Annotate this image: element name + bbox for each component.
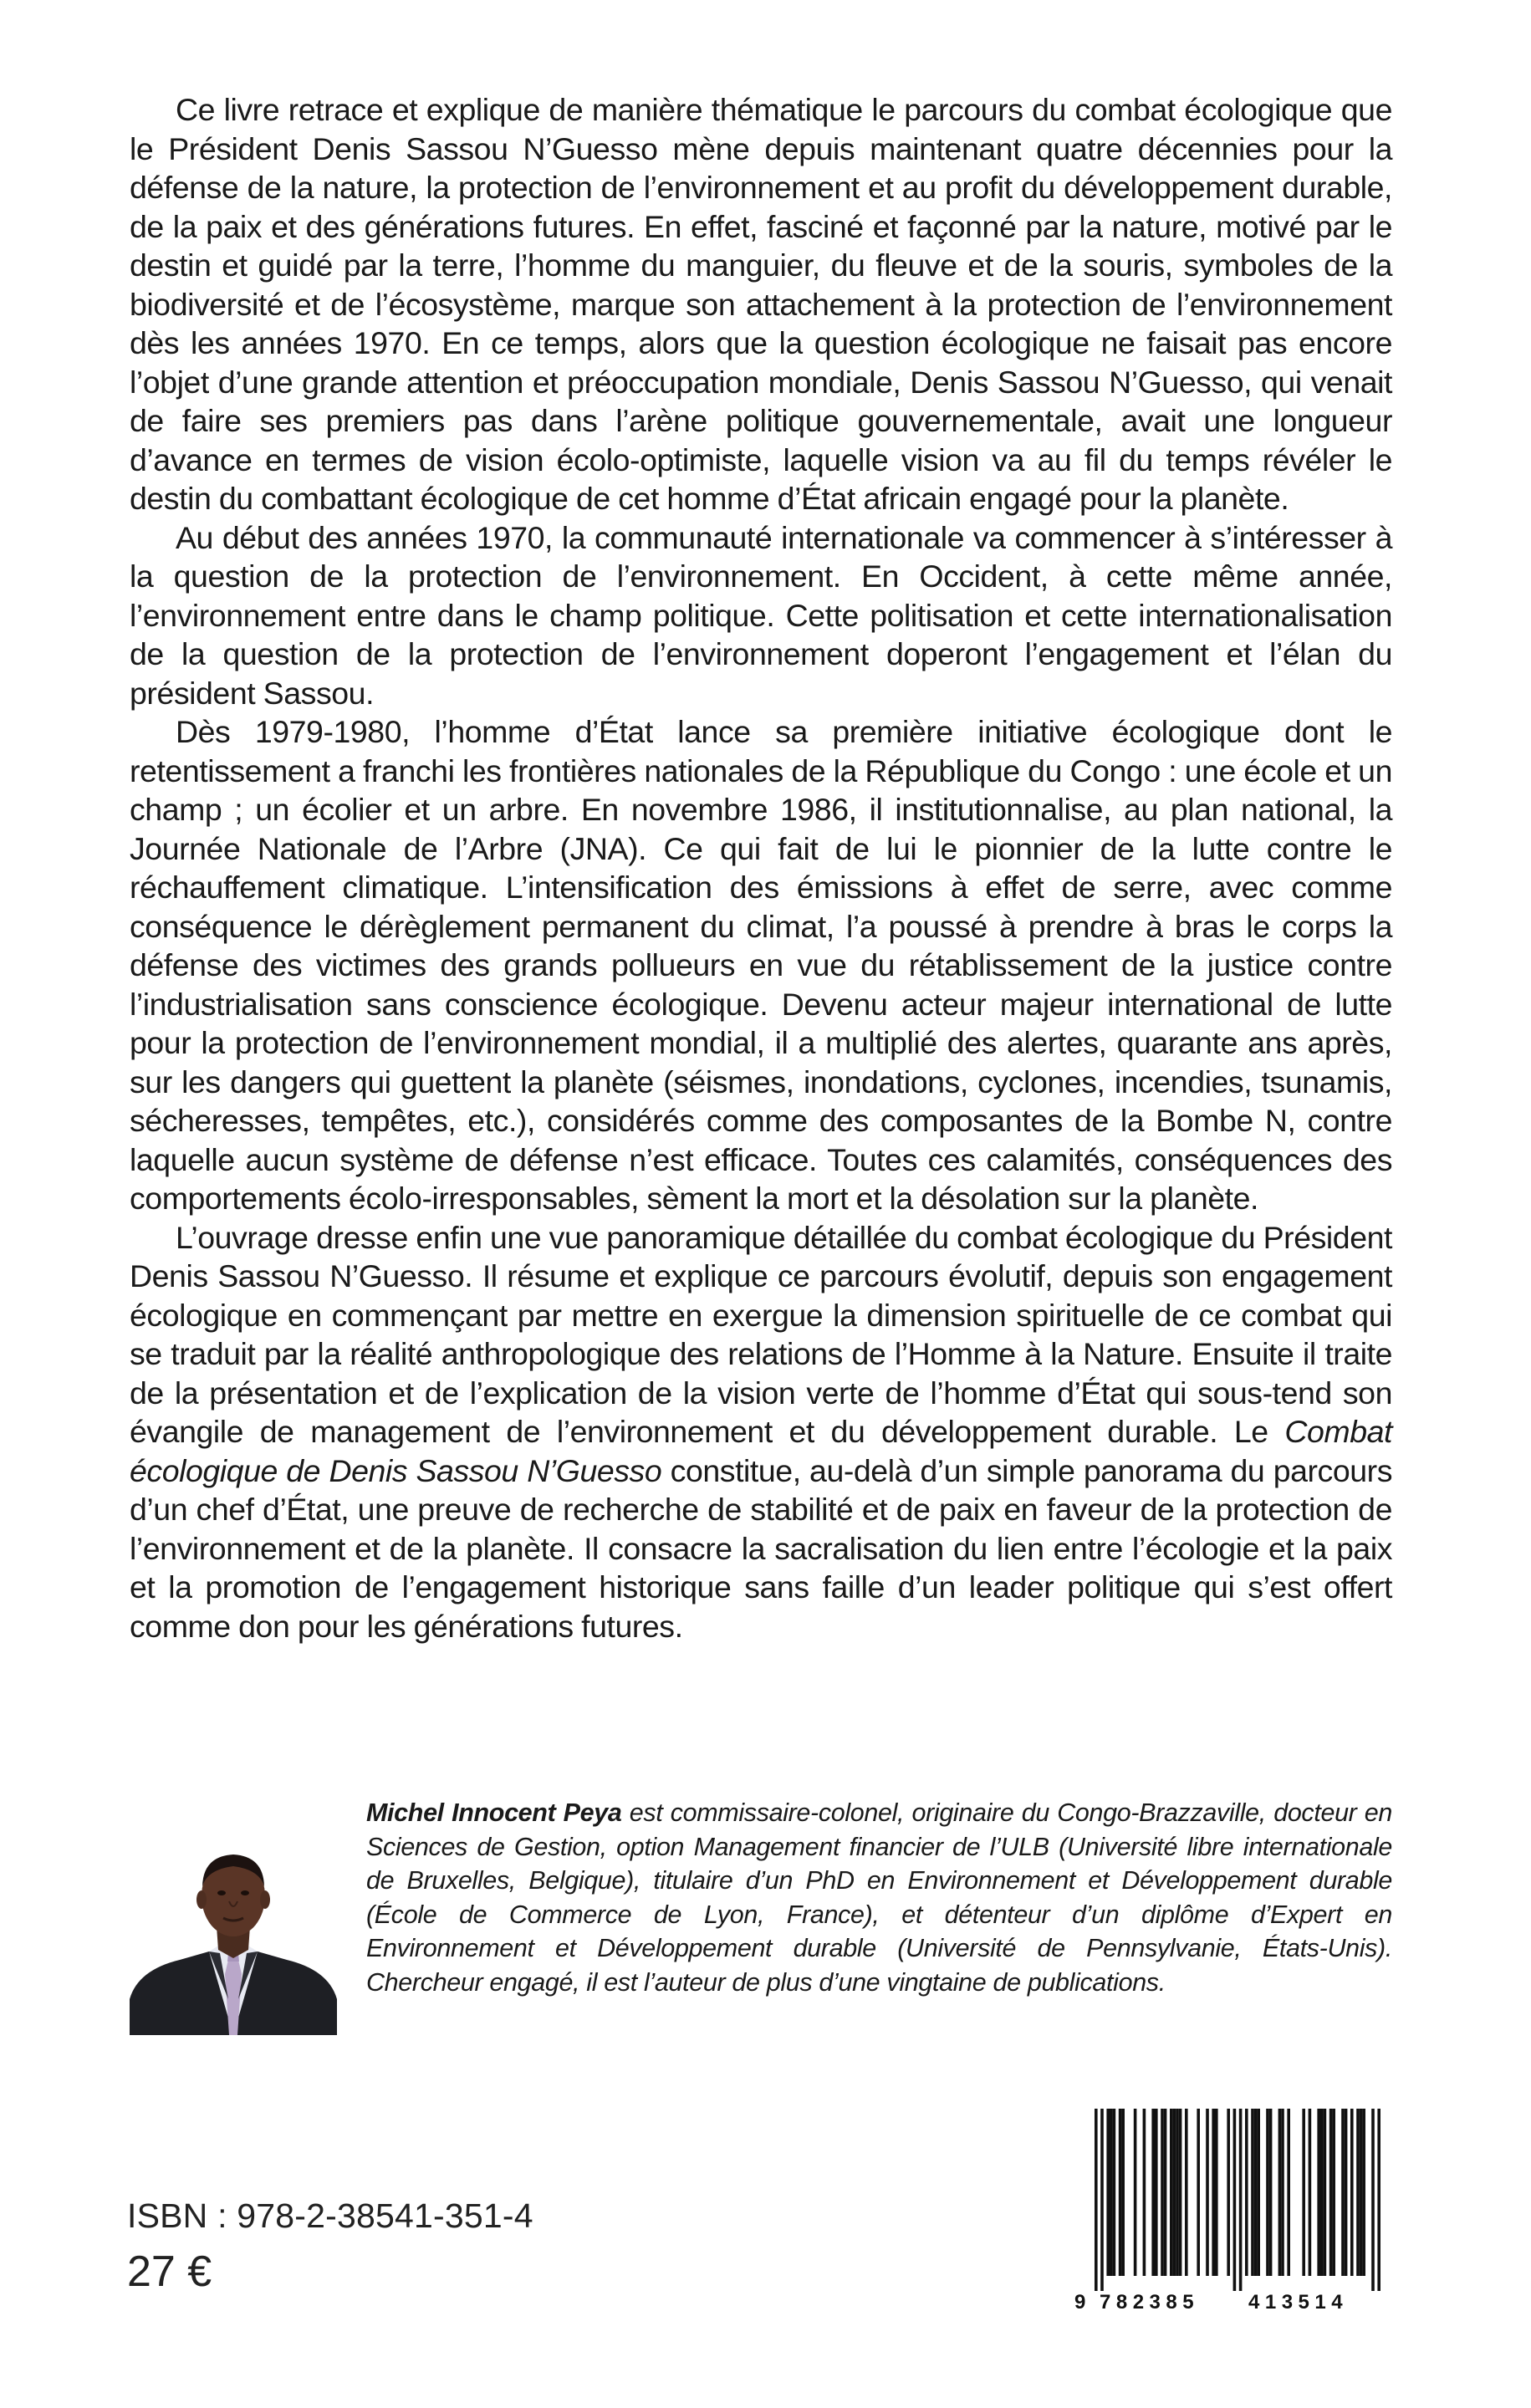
barcode-lead-digit: 9 — [1074, 2291, 1086, 2314]
barcode-bar — [1173, 2109, 1176, 2276]
barcode-bar — [1212, 2109, 1215, 2276]
barcode-bar — [1251, 2109, 1254, 2276]
barcode-bar — [1302, 2109, 1305, 2276]
barcode-bar — [1164, 2109, 1167, 2276]
barcode-bar — [1350, 2109, 1354, 2276]
barcode-left-group: 782385 — [1100, 2291, 1200, 2314]
barcode-bar — [1266, 2109, 1269, 2276]
barcode-bar — [1329, 2109, 1333, 2276]
barcode-bar — [1119, 2109, 1122, 2276]
barcode-bar — [1185, 2109, 1188, 2276]
barcode-digits — [1074, 2291, 1401, 2408]
paragraph-text-start: L’ouvrage dresse enfin une vue panoramique détaillée du combat écologique du Président Denis Sassou N’Guesso. Il résume et explique ce parcours évolutif, depuis son engagement écologique en commençant par mettre en exergue la dimension spirituelle de ce combat qui se traduit par la réalité anthropologique des relations de l’Homme à la Nature. Ensuite il traite de la présentation et de l’explication de la vision verte de l’homme d’État qui sous-tend son évangile de management de l’environnement et du développement durable. Le — [130, 1219, 1392, 1449]
barcode-bar — [1245, 2109, 1248, 2276]
paragraph-text-end: constitue, au-delà d’un simple panorama du parcours d’un chef d’État, une preuve de recherche de stabilité et de paix en faveur de la protection de l’environnement et de la planète. Il consacre la sacralisation du lien entre l’écologie et la paix et la promotion de l’engagement historique sans faille d’un leader politique qui s’est offert comme don pour les générations futures. — [130, 1452, 1392, 1644]
author-section — [130, 1796, 1392, 2047]
barcode-bar — [1227, 2109, 1230, 2276]
barcode-bar — [1155, 2109, 1158, 2276]
barcode-bar — [1287, 2109, 1290, 2276]
barcode-bar — [1161, 2109, 1164, 2276]
barcode-bar — [1362, 2109, 1365, 2276]
barcode-bar — [1278, 2109, 1282, 2276]
barcode-bar — [1332, 2109, 1335, 2276]
barcode-bar — [1371, 2109, 1375, 2291]
back-cover-summary — [130, 90, 1392, 1645]
barcode-bar — [1176, 2109, 1179, 2276]
barcode-bar — [1113, 2109, 1116, 2276]
barcode-bar — [1324, 2109, 1327, 2276]
barcode-right-group: 413514 — [1248, 2291, 1349, 2314]
author-bio-text: est commissaire-colonel, originaire du Congo-Brazzaville, docteur en Sciences de Gestion, option Management financier de l’ULB (Université libre internationale de Bruxelles, Belgique), titulaire d’un PhD en Environnement et Développement durable (École de Commerce de Lyon, France), et détenteur d’un diplôme d’Expert en Environnement et Développement durable (Université de Pennsylvanie, États-Unis). Chercheur engagé, il est l’auteur de plus d’une vingtaine de publications. — [366, 1798, 1393, 1997]
isbn-label: ISBN : 978-2-38541-351-4 — [127, 2196, 533, 2235]
barcode-bar — [1106, 2109, 1110, 2276]
barcode-bar — [1095, 2109, 1098, 2291]
book-title-italic: Combat écologique de Denis Sassou N’Guesso — [130, 1414, 1392, 1488]
author-portrait-icon — [130, 1828, 337, 2035]
barcode-bar — [1100, 2109, 1104, 2291]
barcode-bar — [1233, 2109, 1237, 2291]
barcode-bar — [1143, 2109, 1146, 2276]
author-photo — [130, 1828, 337, 2035]
barcode-bar — [1320, 2109, 1324, 2276]
summary-paragraph-1: Ce livre retrace et explique de manière thématique le parcours du combat écologique que le Président Denis Sassou N’Guesso mène depuis maintenant quatre décennies pour la défense de la nature, la protection de l’environnement et au profit du développement durable, de la paix et des générations futures. En effet, fasciné et façonné par la nature, motivé par le destin et guidé par la terre, l’homme du manguier, du fleuve et de la souris, symboles de la biodiversité et de l’écosystème, marque son attachement à la protection de l’environnement dès les années 1970. En ce temps, alors que la question écologique ne faisait pas encore l’objet d’une grande attention et préoccupation mondiale, Denis Sassou N’Guesso, qui venait de faire ses premiers pas dans l’arène politique gouvernementale, avait une longueur d’avance en termes de vision écolo-optimiste, laquelle vision va au fil du temps révéler le destin du combattant écologique de cet homme d’État africain engagé pour la planète. — [130, 92, 1392, 516]
barcode-bar — [1134, 2109, 1137, 2276]
barcode-bar — [1360, 2109, 1363, 2276]
barcode-bar — [1197, 2109, 1200, 2276]
author-bio — [366, 1796, 1392, 1999]
barcode-bar — [1269, 2109, 1273, 2276]
barcode-bar — [1206, 2109, 1209, 2276]
summary-paragraph-4 — [130, 1218, 1392, 1646]
barcode — [1074, 2109, 1401, 2314]
barcode-bar — [1345, 2109, 1348, 2276]
barcode-bar — [1341, 2109, 1345, 2276]
barcode-bar — [1151, 2109, 1155, 2276]
barcode-bar — [1281, 2109, 1284, 2276]
barcode-bar — [1239, 2109, 1243, 2291]
barcode-bar — [1170, 2109, 1173, 2276]
author-name: Michel Innocent Peya — [366, 1798, 622, 1827]
summary-paragraph-2: Au début des années 1970, la communauté internationale va commencer à s’intéresser à la question de la protection de l’environnement. En Occident, à cette même année, l’environnement entre dans le champ politique. Cette politisation et cette internationalisation de la question de la protection de l’environnement doperont l’engagement et l’élan du président Sassou. — [130, 519, 1392, 711]
barcode-bar — [1317, 2109, 1320, 2276]
barcode-bar — [1121, 2109, 1125, 2276]
barcode-bar — [1356, 2109, 1360, 2276]
barcode-bar — [1257, 2109, 1260, 2276]
barcode-bar — [1254, 2109, 1258, 2276]
barcode-bar — [1309, 2109, 1312, 2276]
barcode-bars-icon — [1074, 2109, 1401, 2291]
summary-paragraph-3: Dès 1979-1980, l’homme d’État lance sa première initiative écologique dont le retentissement a franchi les frontières nationales de la République du Congo : une école et un champ ; un écolier et un arbre. En novembre 1986, il institutionnalise, au plan national, la Journée Nationale de l’Arbre (JNA). Ce qui fait de lui le pionnier de la lutte contre le réchauffement climatique. L’intensification des émissions à effet de serre, avec comme conséquence le dérèglement permanent du climat, l’a poussé à prendre à bras le corps la défense des victimes des grands pollueurs en vue du rétablissement de la justice contre l’industrialisation sans conscience écologique. Devenu acteur majeur international de lutte pour la protection de l’environnement mondial, il a multiplié des alertes, quarante ans après, sur les dangers qui guettent la planète (séismes, inondations, cyclones, incendies, tsunamis, sécheresses, tempêtes, etc.), considérés comme des composantes de la Bombe N, contre laquelle aucun système de défense n’est efficace. Toutes ces calamités, conséquences des comportements écolo-irresponsables, sèment la mort et la désolation sur la planète. — [130, 714, 1392, 1216]
barcode-bar — [1110, 2109, 1113, 2276]
barcode-bar — [1377, 2109, 1380, 2291]
price-label: 27 € — [127, 2247, 212, 2296]
barcode-bar — [1215, 2109, 1218, 2276]
barcode-bar — [1179, 2109, 1182, 2276]
